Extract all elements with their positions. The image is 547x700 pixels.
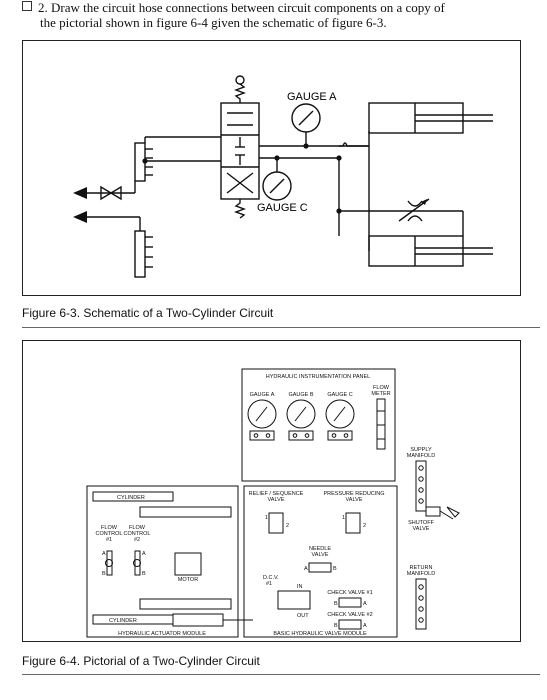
- panel-title: HYDRAULIC INSTRUMENTATION PANEL: [265, 374, 371, 380]
- shutoff-valve-label-2: VALVE: [412, 526, 430, 532]
- needle-valve-pictorial: [309, 563, 331, 572]
- check-valve-2-label: CHECK VALVE #2: [327, 612, 373, 618]
- cylinder-top-label: CYLINDER: [117, 495, 145, 501]
- instruction-line-1: 2. Draw the circuit hose connections between circuit components on a copy of: [22, 0, 542, 15]
- bottom-divider: [22, 674, 540, 675]
- return-arrow-icon: [73, 211, 87, 223]
- needle-valve-label: NEEDLE: [308, 546, 332, 552]
- pressure-reducing-valve-pictorial: [346, 513, 360, 533]
- check-1-port-b: B: [334, 601, 338, 607]
- fc1-port-b: B: [102, 571, 106, 577]
- return-manifold-symbol: [135, 231, 145, 277]
- check-2-port-a: A: [363, 623, 367, 629]
- needle-valve-label-2: VALVE: [311, 552, 329, 558]
- dcv-pictorial: [278, 591, 310, 609]
- check-valve-2-pictorial: [339, 620, 361, 629]
- supply-manifold-label: SUPPLY: [410, 447, 432, 453]
- flow-meter-label: FLOW: [373, 385, 389, 391]
- fc2-port-b: B: [142, 571, 146, 577]
- checkbox-icon[interactable]: [22, 1, 32, 11]
- flow-control-2-label-3: #2: [133, 537, 141, 543]
- panel-gauge-c-label: GAUGE C: [327, 392, 353, 398]
- cylinder-1-symbol: [369, 103, 463, 133]
- needle-port-a: A: [304, 566, 308, 572]
- shutoff-valve-label: SHUTOFF: [408, 520, 434, 526]
- relief-valve-pictorial: [269, 513, 283, 533]
- dcv-valve: [221, 103, 259, 199]
- panel-gauge-b-label: GAUGE B: [288, 392, 314, 398]
- pictorial-diagram: [23, 341, 520, 641]
- return-manifold-label: RETURN: [409, 565, 433, 571]
- supply-arrow-icon: [73, 187, 87, 199]
- pictorial-figure: [22, 340, 521, 642]
- basic-hydraulic-valve-module: [244, 486, 397, 637]
- fc2-port-a: A: [142, 551, 146, 557]
- relief-valve-label-2: VALVE: [267, 497, 285, 503]
- flow-control-1-label-2: CONTROL: [95, 531, 123, 537]
- pressure-port-2: 2: [363, 523, 367, 529]
- cylinder-bottom-label: CYLINDER: [109, 618, 137, 624]
- motor-label: MOTOR: [177, 577, 199, 583]
- flow-control-2-label: FLOW: [129, 525, 145, 531]
- gauge-a-label: GAUGE A: [287, 91, 337, 103]
- dcv-port-in: IN: [297, 584, 303, 590]
- schematic-figure: [22, 40, 521, 296]
- check-valve-1-pictorial: [339, 598, 361, 607]
- needle-port-b: B: [333, 566, 337, 572]
- actuator-module-label: HYDRAULIC ACTUATOR MODULE: [118, 631, 206, 637]
- relief-valve-label: RELIEF / SEQUENCE: [248, 491, 304, 497]
- return-manifold-pictorial: [416, 579, 426, 629]
- motor-pictorial: [175, 553, 201, 575]
- dcv-label: D.C.V.: [263, 575, 279, 581]
- supply-manifold-label-2: MANIFOLD: [406, 453, 436, 459]
- instruction-line-2: the pictorial shown in figure 6-4 given the schematic of figure 6-3.: [40, 15, 387, 30]
- check-2-port-b: B: [334, 623, 338, 629]
- pressure-reducing-label: PRESSURE REDUCING: [323, 491, 385, 497]
- instruction: [22, 0, 542, 30]
- dcv-port-out: OUT: [297, 613, 309, 619]
- fc1-port-a: A: [102, 551, 106, 557]
- flow-control-1-label-3: #1: [105, 537, 113, 543]
- flow-meter-pictorial: [377, 399, 385, 449]
- caption-divider: [22, 327, 540, 328]
- instrumentation-panel: [242, 369, 395, 481]
- panel-gauge-a-label: GAUGE A: [249, 392, 275, 398]
- relief-port-1: 1: [265, 515, 269, 521]
- check-1-port-a: A: [363, 601, 367, 607]
- dcv-label-2: #1: [266, 581, 273, 587]
- flow-control-2-label-2: CONTROL: [123, 531, 151, 537]
- flow-meter-label-2: METER: [371, 391, 391, 397]
- pressure-reducing-label-2: VALVE: [345, 497, 363, 503]
- pressure-port-1: 1: [342, 515, 346, 521]
- figure-6-4-caption: Figure 6-4. Pictorial of a Two-Cylinder Circuit: [22, 654, 260, 668]
- check-valve-1-label: CHECK VALVE #1: [327, 590, 373, 596]
- valve-module-label: BASIC HYDRAULIC VALVE MODULE: [273, 631, 367, 637]
- flow-control-1-label: FLOW: [101, 525, 117, 531]
- relief-port-2: 2: [286, 523, 290, 529]
- schematic-diagram: [23, 41, 520, 295]
- cylinder-2-symbol: [369, 236, 463, 266]
- shutoff-valve-pictorial: [426, 507, 440, 516]
- gauge-c-label: GAUGE C: [257, 202, 308, 214]
- figure-6-3-caption: Figure 6-3. Schematic of a Two-Cylinder Circuit: [22, 306, 274, 320]
- return-manifold-label-2: MANIFOLD: [406, 571, 436, 577]
